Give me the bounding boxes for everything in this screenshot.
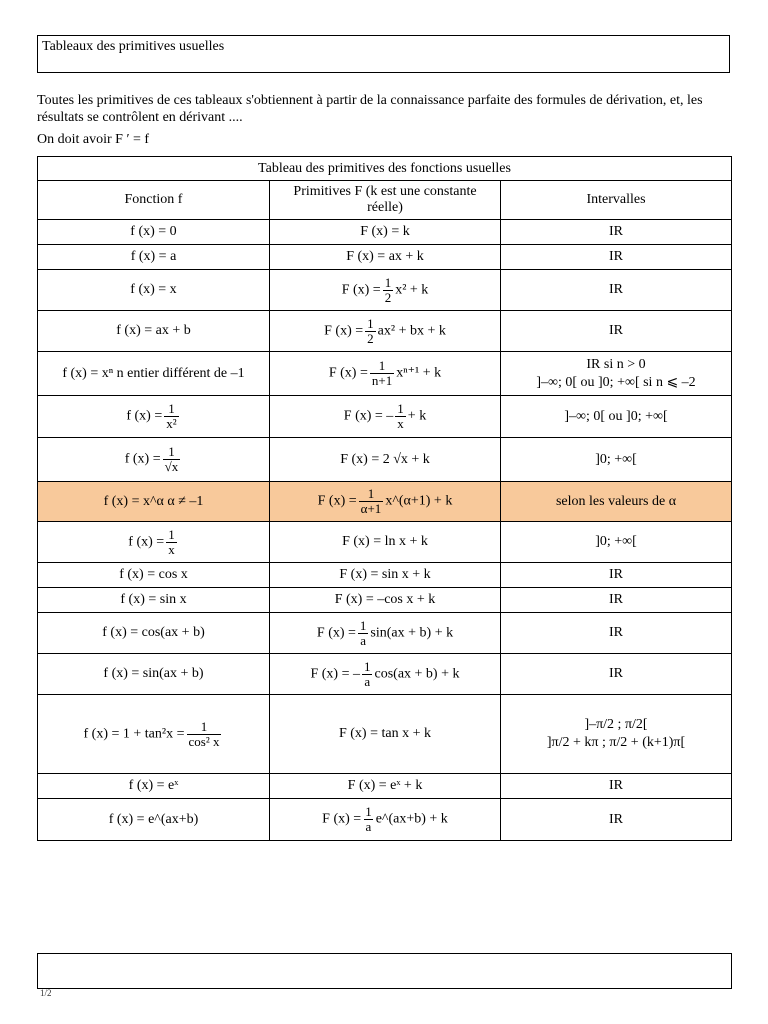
table-row <box>38 311 732 352</box>
interval-text: IR <box>609 224 624 239</box>
primitive-cell <box>270 311 501 352</box>
interval-cell <box>501 396 732 438</box>
interval-line-1: IR si n > 0 <box>586 356 646 372</box>
function-prefix: f (x) = 1 + tan²x = <box>83 726 185 742</box>
fraction-denominator: x² <box>166 416 177 431</box>
fraction <box>359 487 384 516</box>
function-cell <box>38 774 270 799</box>
primitive-suffix: sin(ax + b) + k <box>370 625 454 641</box>
primitive-cell <box>270 482 501 522</box>
primitive-suffix: xⁿ⁺¹ + k <box>396 365 442 381</box>
primitive-cell <box>270 563 501 588</box>
primitive-expression: F (x) = –cos x + k <box>334 592 436 607</box>
fraction-numerator: 1 <box>168 444 175 459</box>
fraction-numerator: 1 <box>364 658 371 674</box>
primitive-prefix: F (x) = – <box>343 408 394 424</box>
fraction <box>166 528 177 557</box>
primitive-prefix: F (x) = – <box>310 666 360 682</box>
primitive-cell <box>270 588 501 613</box>
function-cell <box>38 245 270 270</box>
table-row <box>38 482 732 522</box>
interval-line-2: ]–∞; 0[ ou ]0; +∞[ si n ⩽ –2 <box>536 374 696 390</box>
fraction-numerator: 1 <box>168 401 175 416</box>
primitive-prefix: F (x) = <box>317 493 357 509</box>
fraction-denominator: x <box>397 416 404 431</box>
fraction <box>187 720 222 749</box>
interval-line-1: ]–π/2 ; π/2[ <box>584 717 648 732</box>
interval-text: ]0; +∞[ <box>595 534 637 549</box>
table-row <box>38 352 732 396</box>
primitive-cell <box>270 245 501 270</box>
interval-cell <box>501 774 732 799</box>
primitives-table-wrapper <box>37 156 731 841</box>
header-function: Fonction f <box>38 181 270 220</box>
table-caption: Tableau des primitives des fonctions usuelles <box>38 157 732 181</box>
primitive-prefix: F (x) = <box>322 811 362 827</box>
function-cell <box>38 352 270 396</box>
interval-cell <box>501 654 732 695</box>
function-cell <box>38 482 270 522</box>
table-body <box>38 220 732 841</box>
primitive-suffix: + k <box>407 408 427 424</box>
interval-cell <box>501 613 732 654</box>
interval-cell <box>501 482 732 522</box>
table-row <box>38 695 732 774</box>
fraction-numerator: 1 <box>365 804 372 819</box>
fraction-denominator: 2 <box>384 289 392 305</box>
function-cell <box>38 799 270 841</box>
primitive-cell <box>270 220 501 245</box>
footer-box <box>37 953 732 989</box>
interval-text: IR <box>609 625 624 640</box>
function-expression: f (x) = cos(ax + b) <box>102 625 205 640</box>
fraction-denominator: a <box>365 819 372 834</box>
fraction-numerator: 1 <box>384 274 392 290</box>
interval-cell <box>501 799 732 841</box>
primitive-expression: F (x) = 2 √x + k <box>340 451 430 467</box>
primitive-expression: F (x) = eˣ + k <box>347 778 423 793</box>
fraction-denominator: n+1 <box>371 373 393 388</box>
primitive-cell <box>270 352 501 396</box>
primitive-expression: F (x) = ax + k <box>346 249 424 264</box>
fraction-numerator: 1 <box>200 718 208 734</box>
function-expression: f (x) = ax + b <box>116 323 191 338</box>
fraction-numerator: 1 <box>378 358 386 373</box>
interval-text: IR <box>609 592 624 607</box>
function-expression: f (x) = e^(ax+b) <box>108 811 199 827</box>
table-row <box>38 220 732 245</box>
interval-cell <box>501 588 732 613</box>
interval-text: selon les valeurs de α <box>555 493 677 509</box>
function-cell <box>38 613 270 654</box>
function-cell <box>38 563 270 588</box>
interval-text: IR <box>609 778 624 793</box>
primitive-cell <box>270 613 501 654</box>
function-cell <box>38 522 270 563</box>
fraction-numerator: 1 <box>397 401 404 416</box>
document-title: Tableaux des primitives usuelles <box>42 39 225 54</box>
function-cell <box>38 311 270 352</box>
function-prefix: f (x) = <box>124 451 161 467</box>
fraction-numerator: 1 <box>168 526 175 542</box>
primitive-cell <box>270 774 501 799</box>
primitive-cell <box>270 396 501 438</box>
fraction <box>358 619 369 648</box>
header-primitives: Primitives F (k est une constante réelle) <box>270 181 501 220</box>
fraction-numerator: 1 <box>367 486 375 501</box>
function-expression: f (x) = 0 <box>130 224 177 239</box>
primitive-suffix: x^(α+1) + k <box>385 493 453 509</box>
interval-text: IR <box>609 811 624 827</box>
function-expression: f (x) = x <box>130 282 177 297</box>
page-number: 1/2 <box>40 988 52 998</box>
intro-paragraph: Toutes les primitives de ces tableaux s'obtiennent à partir de la connaissance parfaite des formules de dérivation, et, les résultats se contrôlent en dérivant .... <box>37 93 703 125</box>
table-row <box>38 438 732 482</box>
primitive-suffix: cos(ax + b) + k <box>374 666 460 682</box>
fraction <box>383 276 394 305</box>
function-prefix: f (x) = <box>126 408 163 424</box>
primitive-expression: F (x) = ln x + k <box>342 534 428 549</box>
function-cell <box>38 396 270 438</box>
table-row <box>38 588 732 613</box>
interval-text: IR <box>609 323 624 338</box>
interval-cell <box>501 311 732 352</box>
primitive-expression: F (x) = sin x + k <box>339 567 431 582</box>
interval-line-2: ]π/2 + kπ ; π/2 + (k+1)π[ <box>546 735 686 750</box>
primitive-cell <box>270 695 501 774</box>
interval-cell <box>501 522 732 563</box>
table-row <box>38 563 732 588</box>
interval-text: IR <box>609 282 624 297</box>
function-cell <box>38 438 270 482</box>
interval-cell <box>501 220 732 245</box>
primitives-table <box>37 156 732 841</box>
interval-cell <box>501 695 732 774</box>
primitive-cell <box>270 522 501 563</box>
primitive-cell <box>270 270 501 311</box>
primitive-prefix: F (x) = <box>328 365 368 381</box>
primitive-suffix: ax² + bx + k <box>377 323 446 339</box>
fraction-denominator: a <box>364 673 371 689</box>
fraction-denominator: α+1 <box>360 501 382 516</box>
fraction-denominator: √x <box>164 459 179 474</box>
header-intervals: Intervalles <box>501 181 732 220</box>
primitive-cell <box>270 654 501 695</box>
fraction-denominator: a <box>360 632 367 648</box>
fraction <box>163 445 181 474</box>
interval-cell <box>501 245 732 270</box>
fraction <box>164 402 178 431</box>
fraction <box>365 317 376 346</box>
interval-text: ]0; +∞[ <box>595 451 637 467</box>
function-expression: f (x) = cos x <box>119 567 188 582</box>
interval-text: IR <box>609 666 624 681</box>
fraction-denominator: x <box>168 541 175 557</box>
function-cell <box>38 588 270 613</box>
primitive-suffix: x² + k <box>395 282 429 298</box>
fraction-denominator: cos² x <box>188 733 220 749</box>
primitive-prefix: F (x) = <box>341 282 381 298</box>
table-row <box>38 270 732 311</box>
primitive-expression: F (x) = tan x + k <box>338 726 431 741</box>
primitive-prefix: F (x) = <box>316 625 356 641</box>
table-row <box>38 396 732 438</box>
table-row <box>38 522 732 563</box>
fraction <box>370 359 394 388</box>
interval-cell <box>501 352 732 396</box>
table-row <box>38 613 732 654</box>
interval-cell <box>501 270 732 311</box>
function-expression: f (x) = x^α α ≠ –1 <box>103 493 204 509</box>
table-row <box>38 799 732 841</box>
title-box <box>37 35 730 73</box>
fraction-denominator: 2 <box>367 330 374 346</box>
fraction-numerator: 1 <box>367 315 374 331</box>
function-cell <box>38 270 270 311</box>
interval-cell <box>501 438 732 482</box>
interval-cell <box>501 563 732 588</box>
interval-text: IR <box>609 567 624 582</box>
primitive-suffix: e^(ax+b) + k <box>375 811 448 827</box>
table-row <box>38 245 732 270</box>
function-expression: f (x) = sin x <box>120 592 187 607</box>
condition-note: On doit avoir F ′ = f <box>37 132 150 147</box>
primitive-prefix: F (x) = <box>324 323 364 339</box>
primitive-cell <box>270 799 501 841</box>
fraction <box>395 402 406 431</box>
function-expression: f (x) = eˣ <box>128 778 179 793</box>
table-row <box>38 774 732 799</box>
primitive-expression: F (x) = k <box>360 224 410 239</box>
function-cell <box>38 695 270 774</box>
function-expression: f (x) = xⁿ n entier différent de –1 <box>62 365 245 381</box>
interval-text: IR <box>609 249 624 264</box>
function-expression: f (x) = sin(ax + b) <box>103 666 204 681</box>
table-row <box>38 654 732 695</box>
fraction <box>362 660 373 689</box>
function-prefix: f (x) = <box>128 534 165 550</box>
function-expression: f (x) = a <box>130 249 177 264</box>
function-cell <box>38 220 270 245</box>
fraction <box>363 805 374 834</box>
function-cell <box>38 654 270 695</box>
primitive-cell <box>270 438 501 482</box>
interval-text: ]–∞; 0[ ou ]0; +∞[ <box>564 408 668 424</box>
fraction-numerator: 1 <box>359 617 367 633</box>
